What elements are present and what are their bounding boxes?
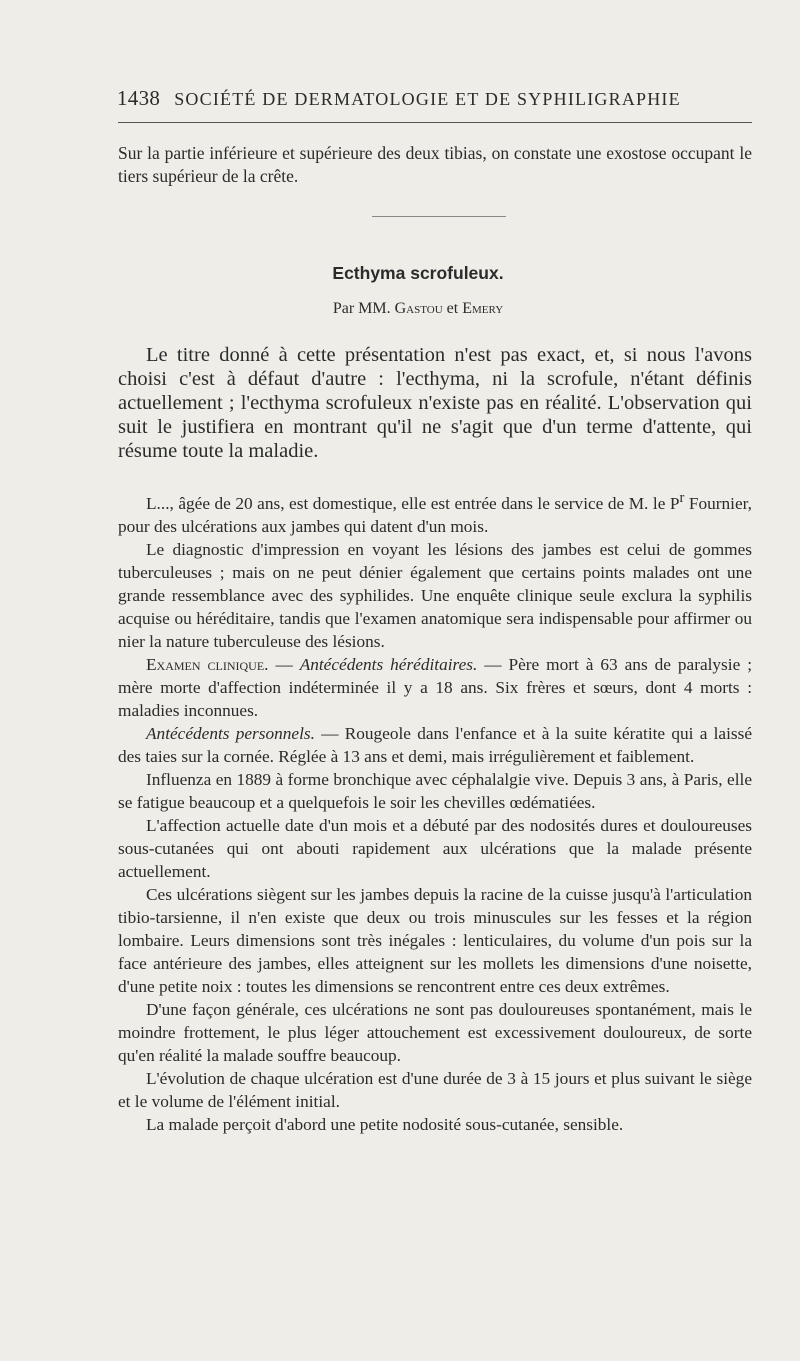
paragraph-examen: Examen clinique. — Antécédents héréditaires. — Père mort à 63 ans de paralysie ; mère morte d'affection indéterminée il y a 18 ans. Six frères et sœurs, dont 4 morts : maladies inconnues.: [118, 654, 753, 720]
paragraph-ulcerations: Ces ulcérations siègent sur les jambes depuis la racine de la cuisse jusqu'à l'articulation tibio-tarsienne, il n'en existe que deux ou trois minuscules sur les fesses et la région lombaire. Leurs dimensions sont très inégales : lenticulaires, du volume d'un pois sur la face antérieure des jambes, elles atteignent sur les mollets les dimensions d'une noisette, d'une petite noix : toutes les dimensions se rencontrent entre ces deux extrêmes.: [118, 884, 752, 996]
paragraph-affection: L'affection actuelle date d'un mois et a débuté par des nodosités dures et douloureuses sous-cutanées qui ont abouti rapidement aux ulcérations que la malade présente actuellement.: [118, 815, 752, 881]
page-number: 1438: [117, 86, 161, 110]
author-emery: Emery: [462, 300, 504, 317]
subsection-label: Antécédents personnels.: [146, 723, 315, 743]
header-rule: [118, 122, 752, 123]
paragraph-diagnostic: Le diagnostic d'impression en voyant les lésions des jambes est celui de gommes tuberculeuses ; mais on ne peut dénier également que certains points malades ont une grande ressemblance avec des syphilides. Une enquête clinique seule exclura la syphilis acquise ou héréditaire, tandis que l'examen anatomique sera indispensable pour affirmer ou nier la nature tuberculeuse des lésions.: [118, 539, 752, 651]
paragraph-douleur: D'une façon générale, ces ulcérations ne sont pas douloureuses spontanément, mais le moindre frottement, le plus léger attouchement est excessivement douloureux, de sorte qu'en réalité la malade souffre beaucoup.: [118, 999, 752, 1065]
paragraph-evolution: L'évolution de chaque ulcération est d'une durée de 3 à 15 jours et plus suivant le siège et le volume de l'élément initial.: [118, 1068, 752, 1111]
paragraph-nodosite: La malade perçoit d'abord une petite nodosité sous-cutanée, sensible.: [146, 1114, 624, 1134]
intro-paragraph: Le titre donné à cette présentation n'est pas exact, et, si nous l'avons choisi c'est à défaut d'autre : l'ecthyma, ni la scrofule, n'étant définis actuellement ; l'ecthyma scrofuleux n'existe pas en réalité. L'observation qui suit le justifiera en montrant qu'il ne s'agit que d'un terme d'attente, qui résume toute la maladie.: [118, 344, 752, 462]
author-gastou: Gastou: [394, 300, 443, 317]
opening-paragraph: Sur la partie inférieure et supérieure des deux tibias, on constate une exostose occupant le tiers supérieur de la crête.: [118, 143, 752, 186]
article-title: Ecthyma scrofuleux.: [332, 263, 504, 283]
paragraph-patient: L..., âgée de 20 ans, est domestique, elle est entrée dans le service de M. le $P^r$ Fournier, pour des ulcérations aux jambes qui datent d'un mois.: [118, 490, 752, 536]
running-header: [117, 86, 757, 111]
byline-prefix: Par MM.: [332, 300, 391, 317]
section-divider: [372, 216, 506, 217]
running-title: SOCIÉTÉ DE DERMATOLOGIE ET DE SYPHILIGRAPHIE: [174, 89, 681, 109]
author-joiner: et: [446, 300, 459, 317]
article-body: [118, 487, 752, 1136]
subsection-label: Antécédents héréditaires.: [299, 654, 478, 674]
byline: [118, 300, 718, 318]
section-label: Examen clinique.: [146, 654, 269, 674]
paragraph-influenza: Influenza en 1889 à forme bronchique avec céphalalgie vive. Depuis 3 ans, à Paris, elle se fatigue beaucoup et a quelquefois le soir les chevilles œdématiées.: [118, 769, 752, 812]
intro-block: [118, 343, 752, 463]
paragraph-antecedents-personnels: Antécédents personnels. — Rougeole dans l'enfance et à la suite kératite qui a laissé des taies sur la cornée. Réglée à 13 ans et demi, mais irrégulièrement et faiblement.: [118, 723, 753, 766]
